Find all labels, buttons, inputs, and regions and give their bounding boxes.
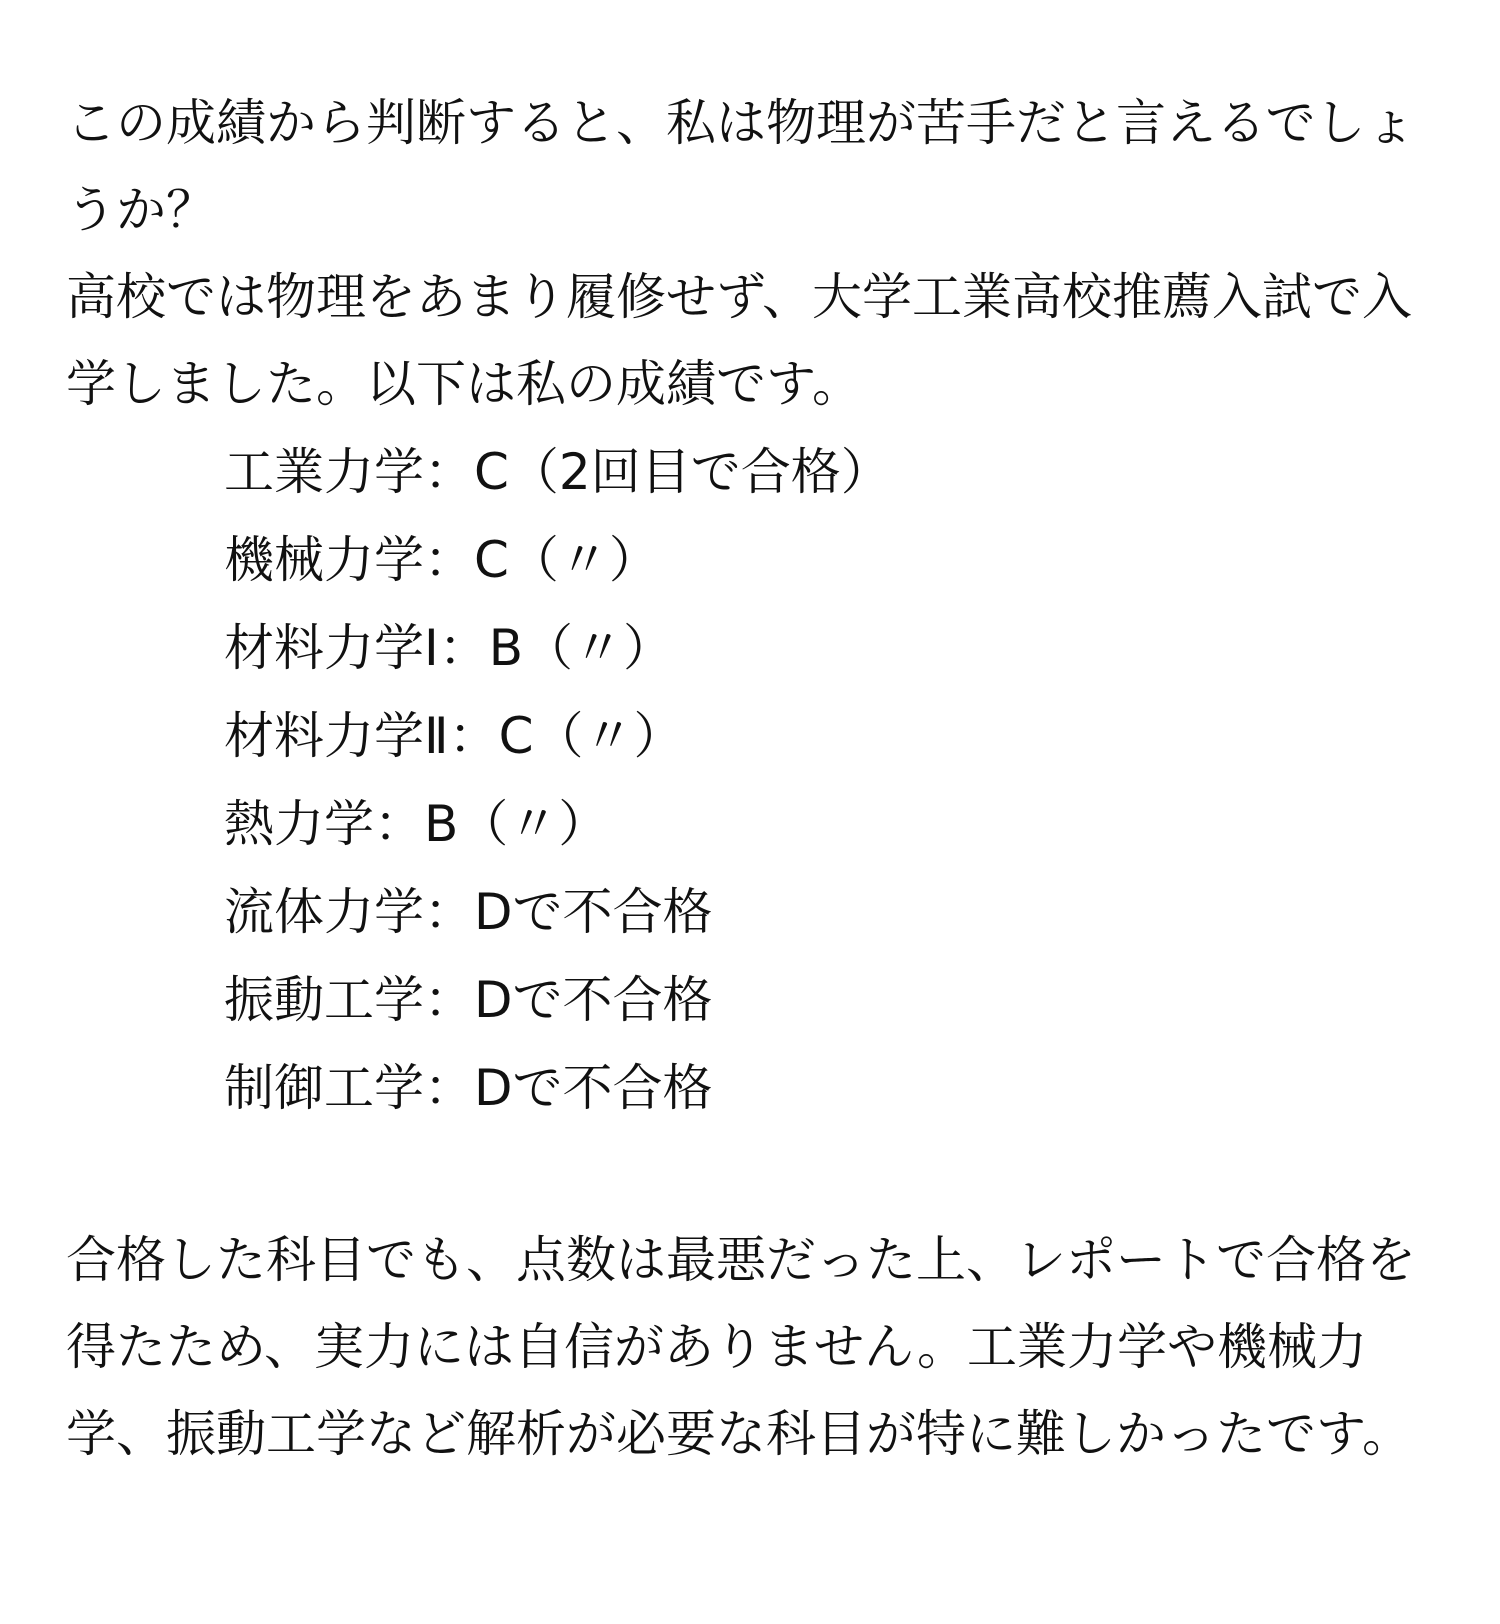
grade-list — [66, 428, 1446, 1132]
grade-item: 制御工学：Dで不合格 — [224, 1059, 713, 1117]
closing-text: 合格した科目でも、点数は最悪だった上、レポートで合格を得たため、実力には自信がありません。工業力学や機械力学、振動工学など解析が必要な科目が特に難しかったです。 — [66, 1231, 1416, 1463]
grade-item: 振動工学：Dで不合格 — [224, 971, 713, 1029]
grade-item: 材料力学Ⅰ：B（〃） — [224, 619, 674, 677]
grade-item: 流体力学：Dで不合格 — [224, 883, 713, 941]
background-text: 高校では物理をあまり履修せず、大学工業高校推薦入試で入学しました。以下は私の成績です。 — [66, 268, 1412, 413]
question-text: この成績から判断すると、私は物理が苦手だと言えるでしょうか？ — [66, 94, 1416, 239]
grade-item: 材料力学Ⅱ：C（〃） — [224, 707, 684, 765]
paragraph-spacer — [66, 1132, 1446, 1217]
grade-item: 機械力学：C（〃） — [224, 531, 659, 589]
grade-item: 工業力学：C（2回目で合格） — [224, 443, 891, 501]
document-body — [66, 80, 1446, 1478]
grade-item: 熱力学：B（〃） — [224, 795, 609, 853]
